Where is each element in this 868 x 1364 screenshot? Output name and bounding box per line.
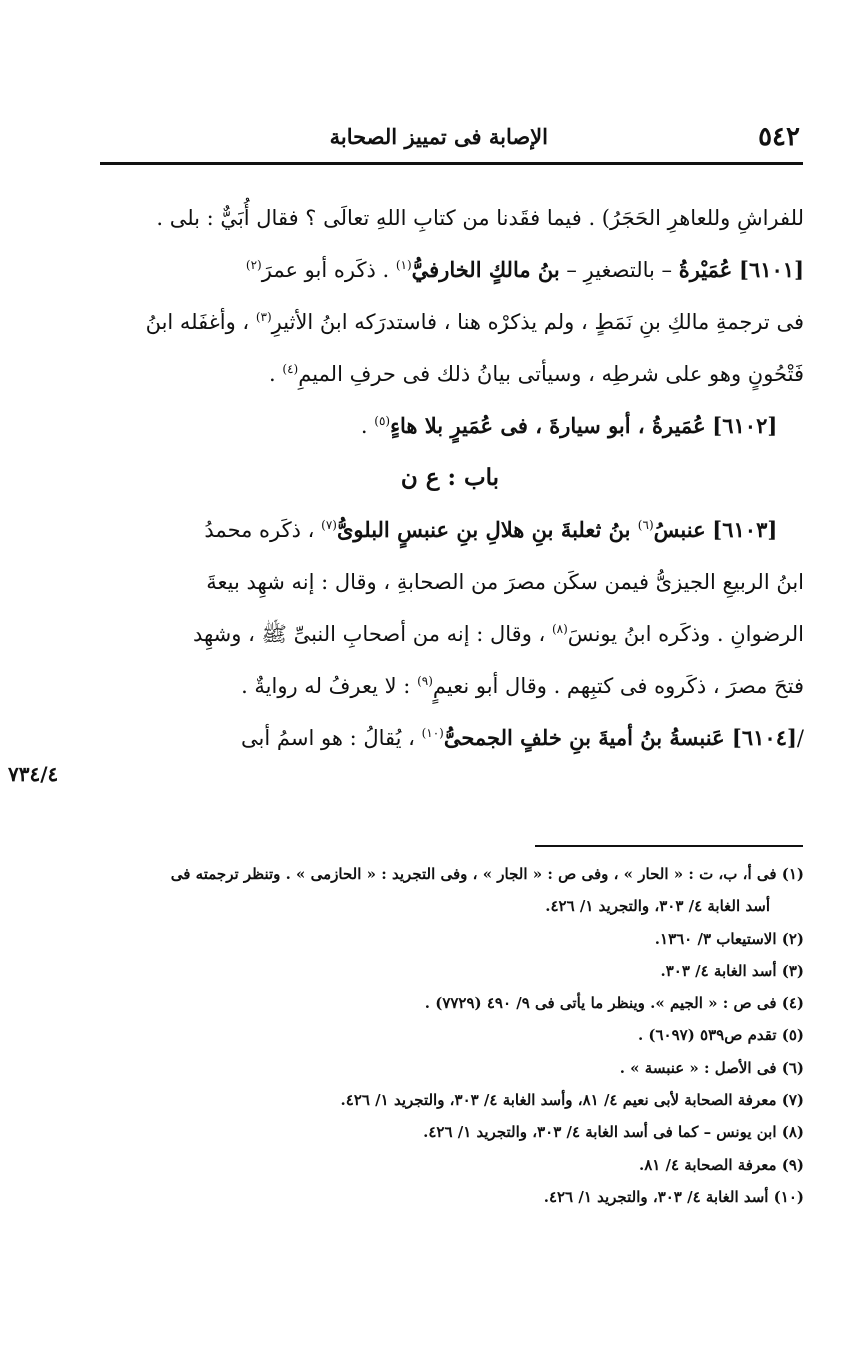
entry-6101: [٦١٠١] عُمَيْرةُ – بالتصغيرِ – بنُ مالكٍ الخارفيُّ$^{(١)}$ . ذكَره أبو عمرَ$^{(٢)}$ <box>245 257 804 282</box>
text-line: فى ترجمةِ مالكِ بنِ نَمَطٍ ، ولم يذكرْه هنا ، فاستدرَكه ابنُ الأثيرِ$^{(٣)}$ ، وأغفَله ابنُ <box>145 310 804 334</box>
page-break-marker: / <box>796 726 804 750</box>
footnote-ref: (١) <box>395 258 412 272</box>
footnote-ref: (٩) <box>417 674 433 688</box>
entry-number: [٦١٠٤] <box>731 725 797 750</box>
footnote-1-continued: أسد الغابة ٤/ ٣٠٣، والتجريد ١/ ٤٢٦. <box>545 897 770 916</box>
footnote-5: (٥) تقدم ص٥٣٩ (٦٠٩٧) . <box>637 1026 804 1045</box>
footnote-ref: (٤) <box>282 362 299 376</box>
footnote-ref: (٢) <box>245 258 262 272</box>
footnote-10: (١٠) أسد الغابة ٤/ ٣٠٣، والتجريد ١/ ٤٢٦. <box>543 1187 804 1206</box>
footnote-ref: (٥) <box>374 414 391 428</box>
footnote-ref: (٦) <box>637 518 654 532</box>
entry-number: [٦١٠٣] <box>712 517 778 542</box>
section-heading: باب : ع ن <box>400 464 500 491</box>
entry-number: [٦١٠٢] <box>712 413 778 438</box>
footnote-ref: (٧) <box>321 518 337 532</box>
margin-note: ٧٣٤/٤ <box>8 762 59 786</box>
entry-name: عُمَيرةُ ، أبو سيارةَ ، فى عُمَيرٍ بلا هاءٍ <box>390 413 706 438</box>
entry-6104: /[٦١٠٤] عَنبسةُ بنُ أميةَ بنِ خلفٍ الجمحىُّ$^{(١٠)}$ ، يُقالُ : هو اسمُ أبى <box>241 725 804 750</box>
footnote-ref: (٨) <box>551 622 568 636</box>
entry-6102: [٦١٠٢] عُمَيرةُ ، أبو سيارةَ ، فى عُمَيرٍ بلا هاءٍ$^{(٥)}$ . <box>360 413 778 438</box>
footnote-7: (٧) معرفة الصحابة لأبى نعيم ٤/ ٨١، وأسد الغابة ٤/ ٣٠٣، والتجريد ١/ ٤٢٦. <box>340 1091 804 1110</box>
footnote-3: (٣) أسد الغابة ٤/ ٣٠٣. <box>660 961 804 980</box>
footnote-2: (٢) الاستيعاب ٣/ ١٣٦٠. <box>654 929 804 948</box>
text-line: فتحَ مصرَ ، ذكَروه فى كتبِهم . وقال أبو نعيمٍ$^{(٩)}$ : لا يعرفُ له روايةٌ . <box>241 674 804 698</box>
text-line: فَتْحُونٍ وهو على شرطِه ، وسيأتى بيانُ ذلك فى حرفِ الميمِ$^{(٤)}$ . <box>269 362 804 386</box>
footnote-9: (٩) معرفة الصحابة ٤/ ٨١. <box>638 1155 804 1174</box>
running-title: الإصابة فى تمييز الصحابة <box>329 124 548 149</box>
text-line: للفراشِ وللعاهرِ الحَجَرُ) . فيما فقَدنا من كتابِ اللهِ تعالَى ؟ فقال أُبَيٌّ : بلى . <box>156 206 804 230</box>
footnote-8: (٨) ابن يونس – كما فى أسد الغابة ٤/ ٣٠٣، والتجريد ١/ ٤٢٦. <box>423 1123 804 1142</box>
page-header <box>100 118 800 158</box>
text-line: ابنُ الربيعِ الجيزىُّ فيمن سكَن مصرَ من الصحابةِ ، وقال : إنه شهِد بيعةَ <box>206 570 804 594</box>
footnote-ref: (١٠) <box>421 726 444 740</box>
entry-name: عنبسُ <box>653 517 706 542</box>
text-line: الرضوانِ . وذكَره ابنُ يونسَ$^{(٨)}$ ، وقال : إنه من أصحابِ النبىِّ ﷺ ، وشهِد <box>192 622 804 646</box>
main-text <box>96 192 804 764</box>
footnote-4: (٤) فى ص : « الجيم ». وينظر ما يأتى فى ٩/ ٤٩٠ (٧٧٢٩) . <box>424 994 804 1013</box>
footnote-6: (٦) فى الأصل : « عنبسة » . <box>619 1058 804 1077</box>
footnotes <box>90 858 804 1213</box>
entry-6103: [٦١٠٣] عنبسُ$^{(٦)}$ بنُ ثعلبةَ بنِ هلالِ بنِ عنبسٍ البلوىُّ$^{(٧)}$ ، ذكَره محمدُ <box>204 517 778 542</box>
footnote-rule <box>535 845 803 847</box>
page-number: ٥٤٢ <box>758 122 800 152</box>
footnote-ref: (٣) <box>255 310 272 324</box>
entry-name-lineage: بنُ ثعلبةَ بنِ هلالِ بنِ عنبسٍ البلوىُّ <box>336 517 638 542</box>
footnote-1: (١) فى أ، ب، ت : « الحار » ، وفى ص : « الجار » ، وفى التجريد : « الحازمى » . وتنظر ترجمته فى <box>170 865 804 883</box>
header-rule <box>100 162 803 165</box>
entry-name-lineage: بنُ مالكٍ الخارفيُّ <box>411 257 560 282</box>
entry-name: عُمَيْرةُ <box>678 257 733 282</box>
entry-name: عَنبسةُ بنُ أميةَ بنِ خلفٍ الجمحىُّ <box>443 725 732 750</box>
entry-number: [٦١٠١] <box>739 257 804 282</box>
